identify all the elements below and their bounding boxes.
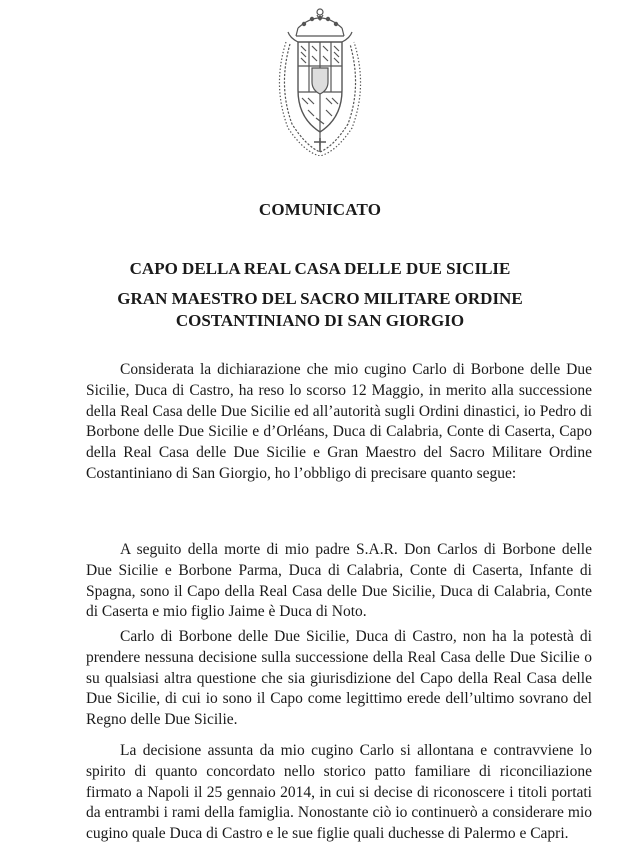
- paragraph-4: [86, 741, 592, 845]
- paragraph-1-text: Considerata la dichiarazione che mio cugino Carlo di Borbone delle Due Sicilie, Duca di Castro, ha reso lo scorso 12 Maggio, in merito alla successione della Real Casa delle Due Sicilie ed all’autorità sugli Ordini dinastici, io Pedro di Borbone delle Due Sicilie e d’Orléans, Duca di Calabria, Conte di Caserta, Capo della Real Casa delle Due Sicilie e Gran Maestro del Sacro Militare Ordine Costantiniano di San Giorgio, ho l’obbligo di precisare quanto segue:: [86, 361, 592, 482]
- document-title: COMUNICATO: [258, 200, 382, 219]
- paragraph-2: [86, 540, 592, 623]
- document-subtitle-line-3: COSTANTINIANO DI SAN GIORGIO: [175, 311, 465, 330]
- document-subtitle-line-2: GRAN MAESTRO DEL SACRO MILITARE ORDINE: [117, 289, 523, 308]
- paragraph-1: [86, 360, 592, 485]
- paragraph-2-text: A seguito della morte di mio padre S.A.R. Don Carlos di Borbone delle Due Sicilie e Borbone Parma, Duca di Calabria, Conte di Caserta, Infante di Spagna, sono il Capo della Real Casa delle Due Sicilie, Duca di Calabria, Conte di Caserta e mio figlio Jaime è Duca di Noto.: [86, 541, 592, 621]
- royal-coat-of-arms-icon: [268, 6, 372, 156]
- paragraph-3: [86, 627, 592, 731]
- paragraph-3-text: Carlo di Borbone delle Due Sicilie, Duca di Castro, non ha la potestà di prendere nessuna decisione sulla successione della Real Casa delle Due Sicilie o su qualsiasi altra questione che sia giurisdizione del Capo della Real Casa delle Due Sicilie, di cui io sono il Capo come legittimo erede dell’ultimo sovrano del Regno delle Due Sicilie.: [86, 628, 592, 729]
- paragraph-4-text: La decisione assunta da mio cugino Carlo si allontana e contravviene lo spirito di quanto concordato nello storico patto familiare di riconciliazione firmato a Napoli il 25 gennaio 2014, in cui si decise di riconoscere i titoli portati da entrambi i rami della famiglia. Nonostante ciò io continuerò a considerare mio cugino quale Duca di Castro e le sue figlie quali duchesse di Palermo e Capri.: [86, 742, 592, 843]
- document-subtitle-line-1: CAPO DELLA REAL CASA DELLE DUE SICILIE: [129, 259, 511, 278]
